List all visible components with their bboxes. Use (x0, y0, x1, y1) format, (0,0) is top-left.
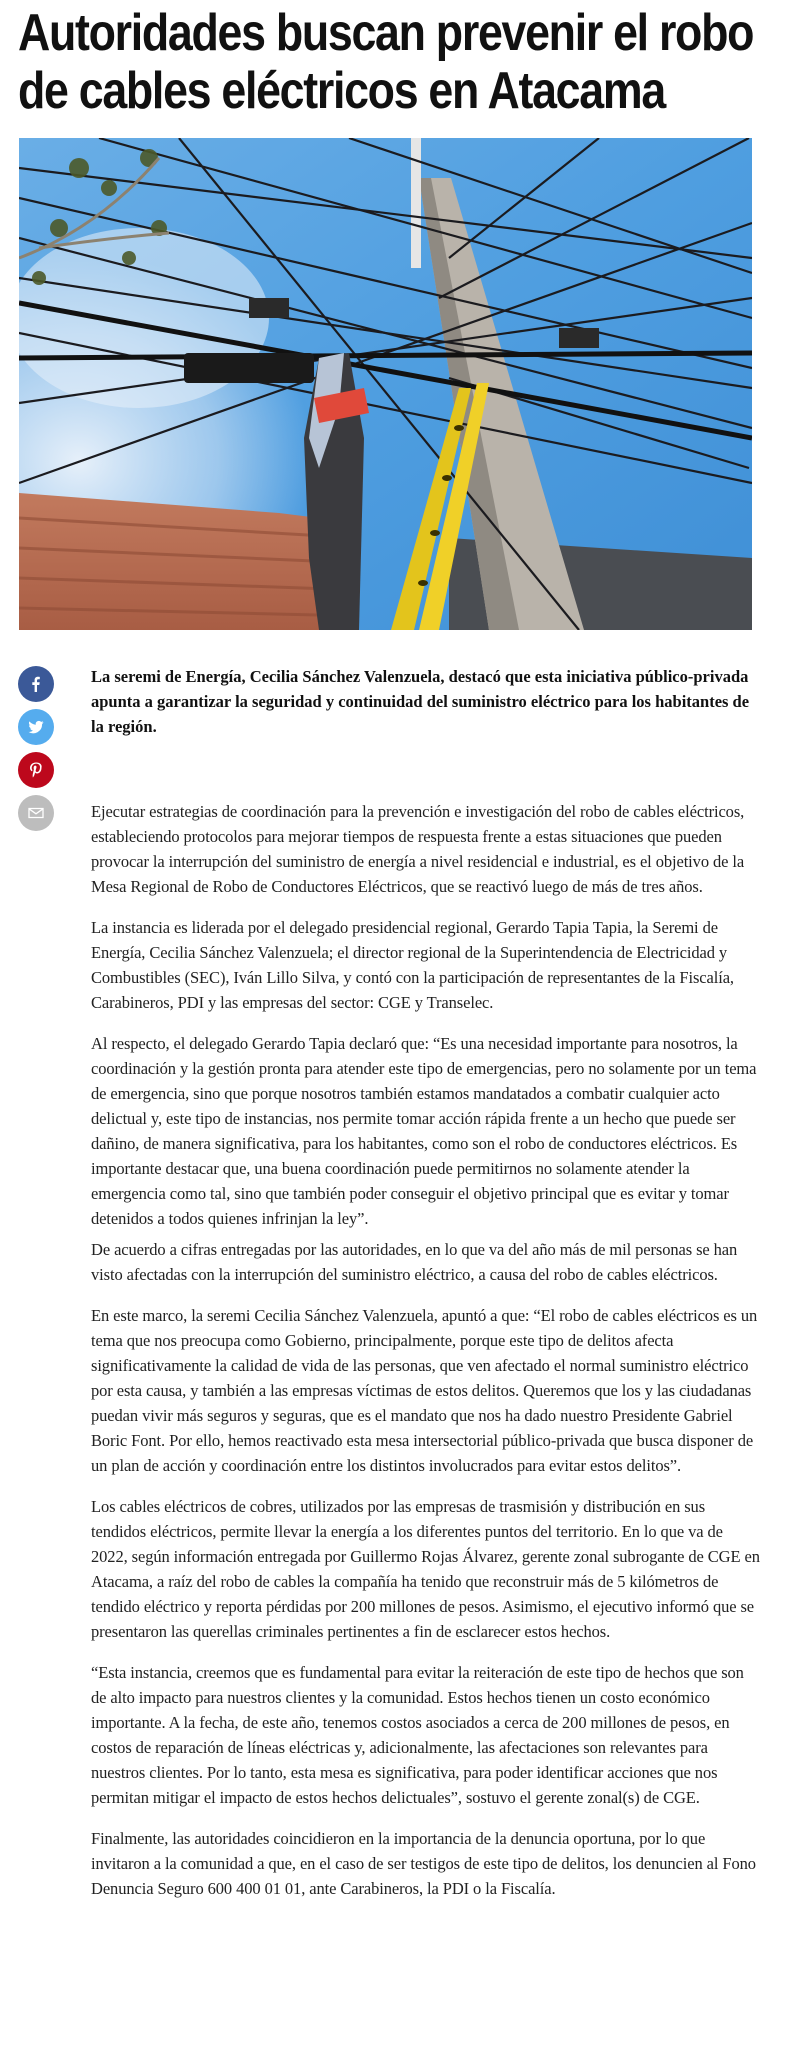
article-paragraph: “Esta instancia, creemos que es fundamental para evitar la reiteración de este tipo de hechos que son de alto impacto para nuestros clientes y la comunidad. Estos hechos tienen un costo económico importante. A la fecha, de este año, tenemos costos asociados a cerca de 200 millones de pesos, en costos de reparación de líneas eléctricas y, adicionalmente, las afectaciones son relevantes para nuestros clientes. Por lo tanto, esta mesa es significativa, para poder identificar acciones que nos permitan mitigar el impacto de estos hechos delictuales”, sostuvo el gerente zonal(s) de CGE. (91, 1663, 744, 1807)
envelope-icon (28, 805, 44, 821)
share-pinterest-button[interactable] (18, 752, 54, 788)
article-paragraph: La instancia es liderada por el delegado presidencial regional, Gerardo Tapia Tapia, la Seremi de Energía, Cecilia Sánchez Valenzuela; el director regional de la Superintendencia de Electricidad y Combustibles (SEC), Iván Lillo Silva, y contó con la participación de representantes de la Fiscalía, Carabineros, PDI y las empresas del sector: CGE y Transelec. (91, 918, 734, 1012)
share-twitter-button[interactable] (18, 709, 54, 745)
article-paragraph: Los cables eléctricos de cobres, utilizados por las empresas de trasmisión y distribución en sus tendidos eléctricos, permite llevar la energía a los diferentes puntos del territorio. En lo que va de 2022, según información entregada por Guillermo Rojas Álvarez, gerente zonal subrogante de CGE en Atacama, a raíz del robo de cables la compañía ha tenido que reconstruir más de 5 kilómetros de tendido eléctrico y reporta pérdidas por 200 millones de pesos. Asimismo, el ejecutivo informó que se presentaron las querellas criminales pertinentes a fin de esclarecer estos hechos. (91, 1497, 760, 1641)
social-share-bar (18, 666, 54, 838)
share-email-button[interactable] (18, 795, 54, 831)
share-facebook-button[interactable] (18, 666, 54, 702)
article-lead: La seremi de Energía, Cecilia Sánchez Valenzuela, destacó que esta iniciativa público-privada apunta a garantizar la seguridad y continuidad del suministro eléctrico para los habitantes de la región. (91, 667, 750, 736)
article-paragraph: Al respecto, el delegado Gerardo Tapia declaró que: “Es una necesidad importante para nosotros, la coordinación y la gestión pronta para atender este tipo de emergencias, pero no solamente por un tema de emergencia, sino que porque nosotros también estamos mandatados a combatir cualquier acto delictual y, este tipo de instancias, nos permite tomar acción rápida frente a un hecho que puede ser dañino, de manera significativa, para los habitantes, como son el robo de conductores eléctricos. Es importante destacar que, una buena coordinación puede permitirnos no solamente atender la emergencia como tal, sino que también poder conseguir el objetivo principal que es evitar y tomar detenidos a todos quienes infrinjan la ley”. (91, 1034, 757, 1228)
pinterest-icon (28, 762, 44, 778)
article-paragraph: De acuerdo a cifras entregadas por las autoridades, en lo que va del año más de mil personas se han visto afectadas con la interrupción del suministro eléctrico, a causa del robo de cables eléctricos. (91, 1240, 738, 1284)
electrician-on-pole-photo (19, 138, 752, 630)
article-paragraph: En este marco, la seremi Cecilia Sánchez Valenzuela, apuntó a que: “El robo de cables eléctricos es un tema que nos preocupa como Gobierno, principalmente, porque este tipo de delitos afecta significativamente la calidad de vida de las personas, que ven afectado el normal suministro eléctrico por esta causa, y también a las empresas víctimas de estos delitos. Queremos que los y las ciudadanas puedan vivir más seguros y seguras, que es el mandato que nos ha dado nuestro Presidente Gabriel Boric Font. Por ello, hemos reactivado esta mesa intersectorial público-privada que busca disponer de un plan de acción y coordinación entre los distintos involucrados para evitar estos delitos”. (91, 1306, 758, 1475)
facebook-icon (28, 676, 44, 692)
article-title: Autoridades buscan prevenir el robo de cables eléctricos en Atacama (18, 4, 754, 120)
article-paragraph: Finalmente, las autoridades coincidieron en la importancia de la denuncia oportuna, por lo que invitaron a la comunidad a que, en el caso de ser testigos de este tipo de delitos, los denuncien al Fono Denuncia Seguro 600 400 01 01, ante Carabineros, la PDI o la Fiscalía. (91, 1829, 756, 1898)
twitter-icon (28, 719, 44, 735)
article-body (91, 664, 761, 1917)
article-hero-image (19, 138, 752, 630)
article-paragraph: Ejecutar estrategias de coordinación para la prevención e investigación del robo de cables eléctricos, estableciendo protocolos para mejorar tiempos de respuesta frente a estas situaciones que pueden provocar la interrupción del suministro de energía a nivel residencial e industrial, es el objetivo de la Mesa Regional de Robo de Conductores Eléctricos, que se reactivó luego de más de tres años. (91, 802, 745, 896)
